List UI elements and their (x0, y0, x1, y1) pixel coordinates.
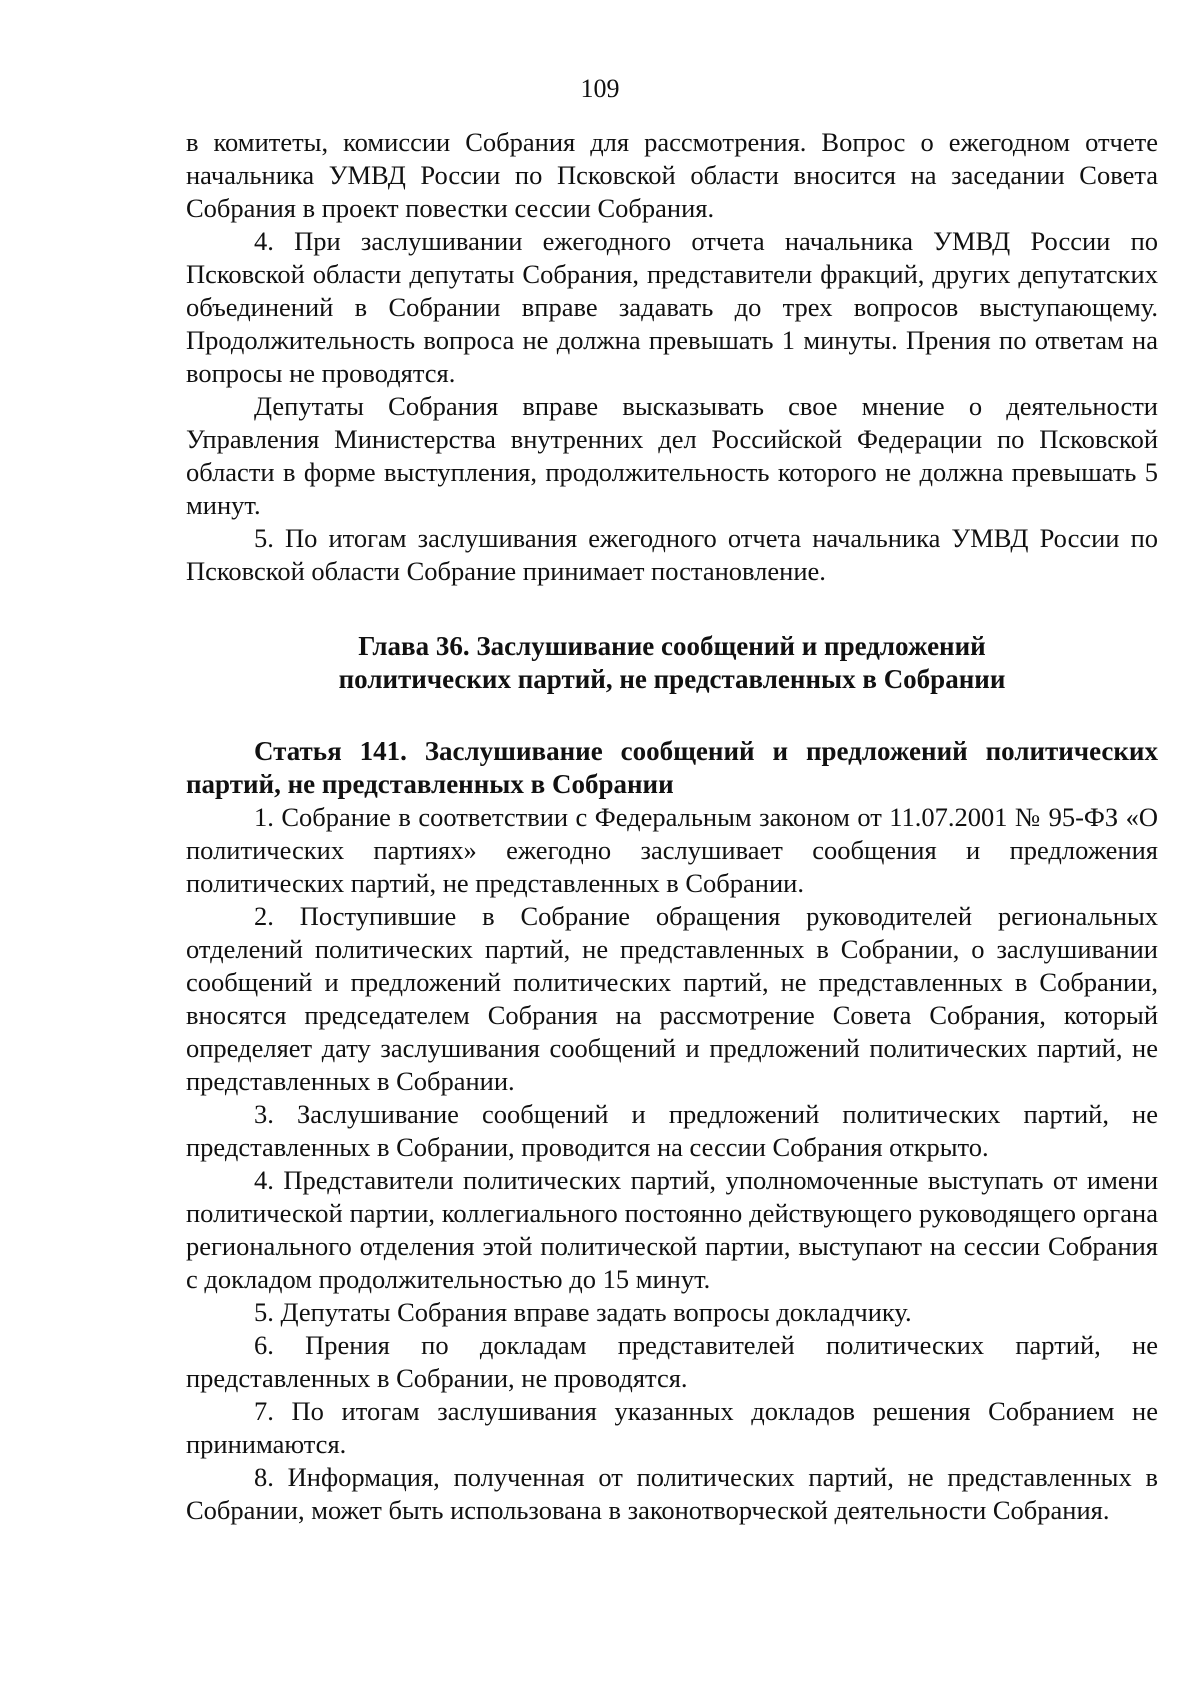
article-item-3: 3. Заслушивание сообщений и предложений политических партий, не представленных в Собрании, проводится на сессии Собрания открыто. (186, 1099, 1158, 1162)
page-number: 109 (580, 74, 620, 103)
article-item-2: 2. Поступившие в Собрание обращения руководителей региональных отделений политических партий, не представленных в Собрании, о заслушивании сообщений и предложений политических партий, не представленных в Собрании, вносятся председателем Собрания на рассмотрение Совета Собрания, который определяет дату заслушивания сообщений и предложений политических партий, не представленных в Собрании. (186, 901, 1158, 1096)
paragraph-5: 5. По итогам заслушивания ежегодного отчета начальника УМВД России по Псковской области Собрание принимает постановление. (186, 523, 1158, 586)
article-title: Статья 141. Заслушивание сообщений и предложений политических партий, не представленных в Собрании (186, 736, 1158, 799)
intro-paragraph: в комитеты, комиссии Собрания для рассмотрения. Вопрос о ежегодном отчете начальника УМВД России по Псковской области вносится на заседании Совета Собрания в проект повестки сессии Собрания. (186, 127, 1158, 223)
chapter-title-line-1: Глава 36. Заслушивание сообщений и предложений (358, 631, 986, 661)
article-item-5: 5. Депутаты Собрания вправе задать вопросы докладчику. (254, 1297, 912, 1327)
chapter-title (186, 630, 1158, 696)
article-item-4: 4. Представители политических партий, уполномоченные выступать от имени политической партии, коллегиального постоянно действующего руководящего органа регионального отделения этой политической партии, выступают на сессии Собрания с докладом продолжительностью до 15 минут. (186, 1165, 1158, 1294)
article-item-8: 8. Информация, полученная от политических партий, не представленных в Собрании, может быть использована в законотворческой деятельности Собрания. (186, 1462, 1158, 1525)
article-item-6: 6. Прения по докладам представителей политических партий, не представленных в Собрании, не проводятся. (186, 1330, 1158, 1393)
chapter-title-line-2: политических партий, не представленных в Собрании (338, 664, 1006, 694)
article-item-1: 1. Собрание в соответствии с Федеральным законом от 11.07.2001 № 95-ФЗ «О политических партиях» ежегодно заслушивает сообщения и предложения политических партий, не представленных в Собрании. (186, 802, 1158, 898)
paragraph-deputies-opinion: Депутаты Собрания вправе высказывать свое мнение о деятельности Управления Министерства внутренних дел Российской Федерации по Псковской области в форме выступления, продолжительность которого не должна превышать 5 минут. (186, 391, 1158, 520)
article-item-7: 7. По итогам заслушивания указанных докладов решения Собранием не принимаются. (186, 1396, 1158, 1459)
document-body (186, 126, 1158, 1527)
paragraph-4: 4. При заслушивании ежегодного отчета начальника УМВД России по Псковской области депутаты Собрания, представители фракций, других депутатских объединений в Собрании вправе задавать до трех вопросов выступающему. Продолжительность вопроса не должна превышать 1 минуты. Прения по ответам на вопросы не проводятся. (186, 226, 1158, 388)
